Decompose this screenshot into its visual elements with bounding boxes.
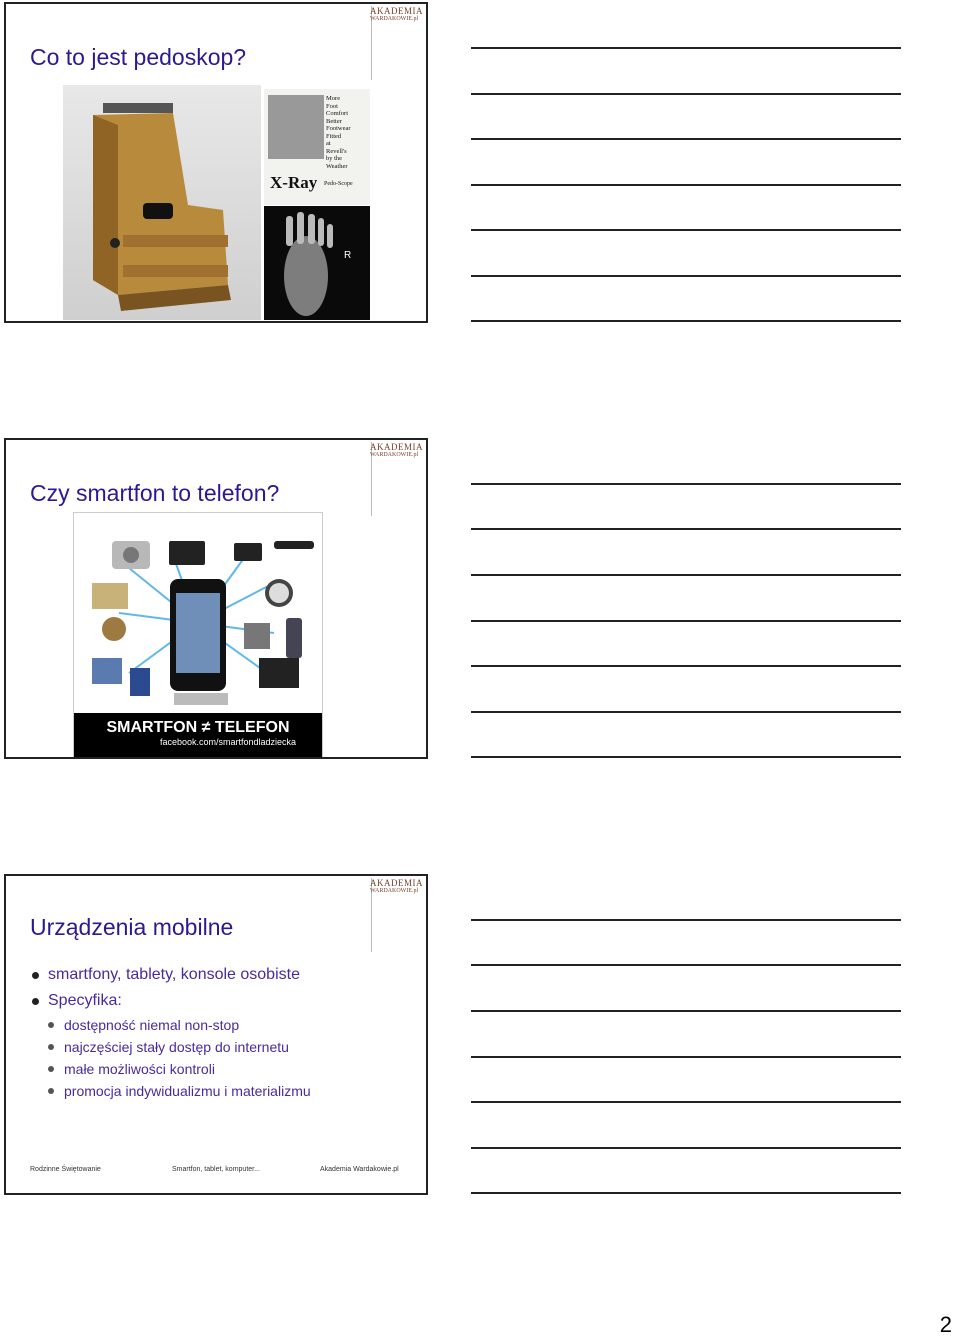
- slide-title: Czy smartfon to telefon?: [30, 480, 280, 506]
- notes-line: [471, 964, 901, 966]
- notes-line: [471, 229, 901, 231]
- svg-text:R: R: [344, 250, 352, 261]
- slide-1: [4, 2, 428, 323]
- notes-line: [471, 1101, 901, 1103]
- banner: [74, 713, 322, 759]
- bullet-item: smartfony, tablety, konsole osobiste: [30, 962, 311, 988]
- notes-line: [471, 665, 901, 667]
- notes-line: [471, 47, 901, 49]
- notes-line: [471, 93, 901, 95]
- notes-line: [471, 184, 901, 186]
- xray-foot-image: [264, 206, 370, 320]
- sub-bullet-item: promocja indywidualizmu i materializmu: [30, 1080, 311, 1102]
- banner-url: facebook.com/smartfondladziecka: [159, 737, 297, 747]
- banner-main: SMARTFON ≠ TELEFON: [106, 719, 290, 736]
- notes-line: [471, 1056, 901, 1058]
- sub-bullet-item: dostępność niemal non-stop: [30, 1014, 311, 1036]
- sub-bullet-item: najczęściej stały dostęp do internetu: [30, 1036, 311, 1058]
- slide-3: [4, 874, 428, 1195]
- notes-line: [471, 919, 901, 921]
- notes-line: [471, 756, 901, 758]
- sub-bullet-item: małe możliwości kontroli: [30, 1058, 311, 1080]
- slide-2: [4, 438, 428, 759]
- notes-line: [471, 138, 901, 140]
- page-number: 2: [939, 1312, 952, 1337]
- poster-headline: X-Ray: [270, 173, 318, 192]
- notes-line: [471, 1192, 901, 1194]
- notes-line: [471, 620, 901, 622]
- akademia-logo: AKADEMIA WARDAKOWIE.pl: [370, 442, 423, 458]
- footer-center: Smartfon, tablet, komputer...: [172, 1166, 260, 1173]
- notes-line: [471, 528, 901, 530]
- akademia-logo: AKADEMIA WARDAKOWIE.pl: [370, 878, 423, 894]
- footer-right: Akademia Wardakowie.pl: [320, 1166, 399, 1173]
- bullet-item: Specyfika:: [30, 988, 311, 1014]
- bullet-list: [30, 962, 311, 1102]
- smartfon-infographic: [73, 512, 323, 759]
- slide-title: Co to jest pedoskop?: [30, 44, 247, 70]
- slide-title: Urządzenia mobilne: [30, 914, 234, 940]
- akademia-logo: AKADEMIA WARDAKOWIE.pl: [370, 6, 423, 22]
- notes-line: [471, 1010, 901, 1012]
- notes-line: [471, 711, 901, 713]
- notes-line: [471, 1147, 901, 1149]
- notes-line: [471, 483, 901, 485]
- notes-line: [471, 275, 901, 277]
- notes-line: [471, 320, 901, 322]
- xray-poster: More Foot Comfort Better Footwear Fitted at Revell's by the Weather X-Ray Pedo-Scope: [264, 89, 370, 205]
- footer-left: Rodzinne Świętowanie: [30, 1166, 101, 1173]
- pedoscope-photo: [63, 85, 261, 320]
- notes-line: [471, 574, 901, 576]
